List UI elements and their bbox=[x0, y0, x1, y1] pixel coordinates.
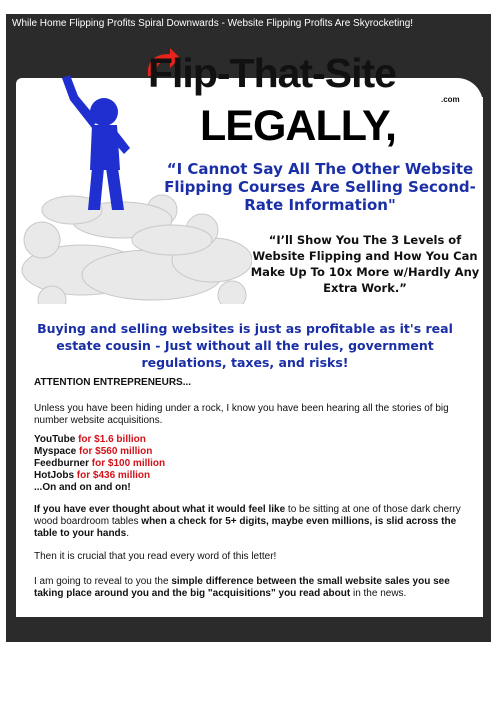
acquisition-name: Myspace bbox=[34, 446, 77, 457]
attention-heading: ATTENTION ENTREPRENEURS... bbox=[34, 377, 192, 388]
blue-headline: Buying and selling websites is just as profitable as it's real estate cousin - Just without all the rules, government regulations, taxes, and risks! bbox=[37, 321, 453, 370]
paragraph-1: Unless you have been hiding under a rock, I know you have been hearing all the stories of big number website acquisitions. bbox=[34, 403, 449, 426]
top-banner bbox=[6, 14, 491, 37]
footer-band bbox=[6, 617, 491, 642]
acquisition-name: HotJobs bbox=[34, 470, 74, 481]
acquisition-item bbox=[34, 446, 474, 458]
top-banner-text: While Home Flipping Profits Spiral Downwards - Website Flipping Profits Are Skyrocketing! bbox=[12, 18, 414, 29]
paragraph-3: Then it is crucial that you read every word of this letter! bbox=[34, 551, 277, 562]
para2-end: . bbox=[126, 528, 130, 539]
acquisition-price: for $436 million bbox=[76, 470, 151, 481]
acquisition-name: YouTube bbox=[34, 434, 76, 445]
acquisition-item bbox=[34, 470, 474, 482]
logo-suffix: .com bbox=[441, 95, 460, 104]
acquisition-price: for $560 million bbox=[79, 446, 153, 457]
para2-normal-1: to be sitting at one of those dark cherry wood boardroom tables bbox=[34, 504, 461, 527]
acquisitions-list bbox=[34, 434, 474, 494]
hero-headline: LEGALLY, bbox=[200, 102, 396, 150]
para4-normal-2: in the news. bbox=[350, 588, 407, 599]
acquisition-item bbox=[34, 434, 474, 446]
acquisition-name: Feedburner bbox=[34, 458, 90, 469]
acquisition-price: for $1.6 billion bbox=[78, 434, 146, 445]
hero-promise: “I’ll Show You The 3 Levels of Website Flipping and How You Can Make Up To 10x More w/Hardly Any Extra Work.” bbox=[250, 233, 480, 295]
para4-normal-1: I am going to reveal to you the bbox=[34, 576, 172, 587]
and-on-text: ...On and on and on! bbox=[34, 482, 131, 493]
hero-subhead: “I Cannot Say All The Other Website Flipping Courses Are Selling Second-Rate Information" bbox=[164, 160, 476, 214]
paragraph-2 bbox=[34, 504, 474, 540]
logo-text: Flip-That-Site bbox=[148, 50, 396, 96]
para2-bold-1: If you have ever thought about what it would feel like bbox=[34, 504, 286, 515]
acquisition-price: for $100 million bbox=[91, 458, 166, 469]
para4-bold-1: simple difference between the small website sales you see taking place around you and the big "acquisitions" you read about bbox=[34, 576, 450, 599]
acquisition-item bbox=[34, 458, 474, 470]
paragraph-4 bbox=[34, 576, 474, 600]
para2-bold-2: when a check for 5+ digits, maybe even millions, is slid across the table to your hands bbox=[34, 516, 457, 539]
